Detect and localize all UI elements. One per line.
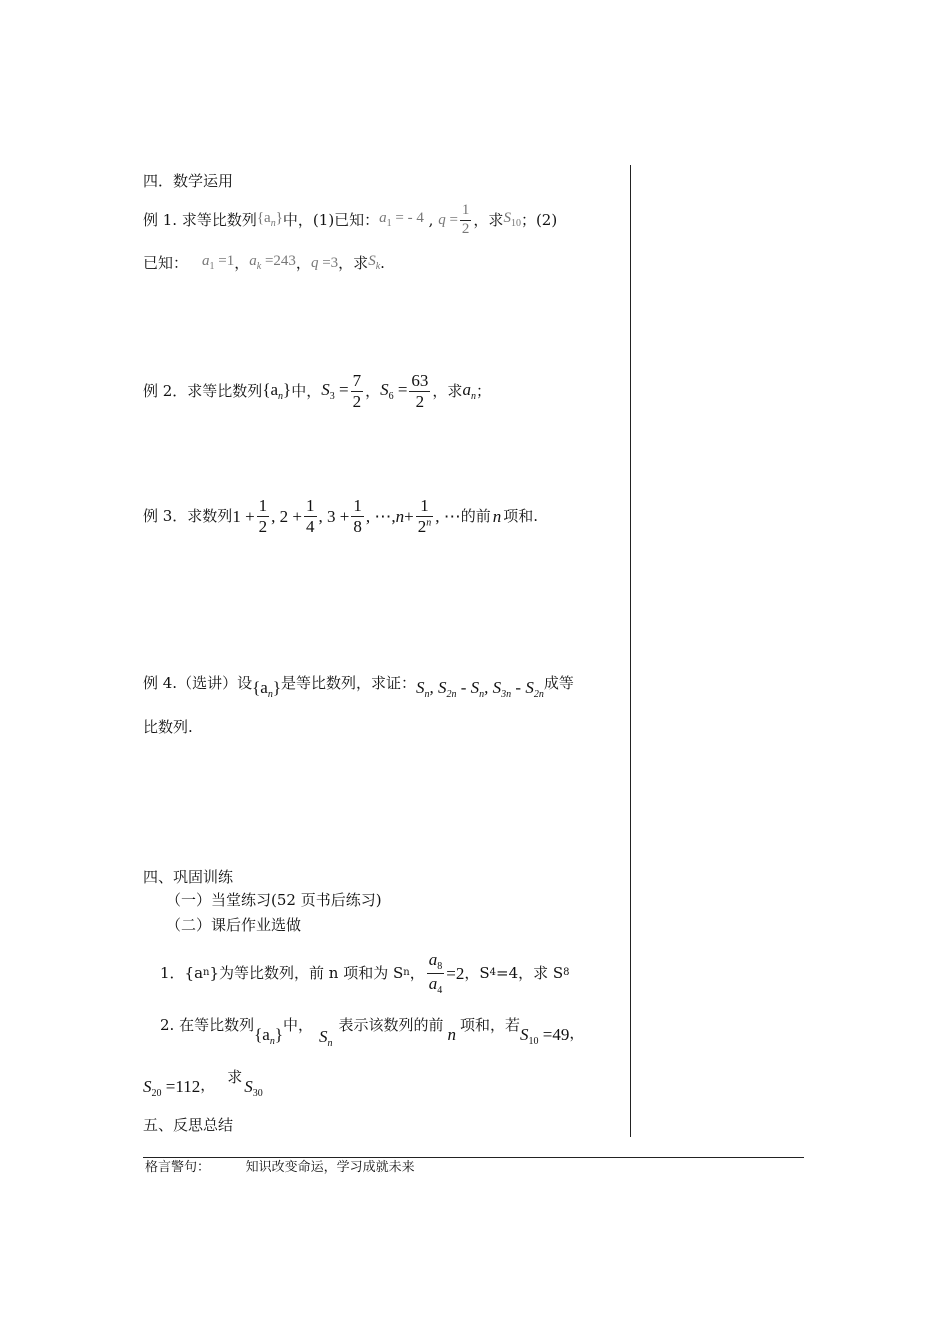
- hw2-Sn: $S_n$: [319, 1027, 333, 1049]
- section-heading-reflect: 五、反思总结: [143, 1116, 234, 1134]
- ex3-fraction-3: $\frac{1}{8}$: [353, 495, 362, 536]
- ex1-text-2: ；(2): [520, 210, 558, 229]
- ex1-a1: $a_1$ = - 4: [379, 210, 424, 229]
- footer-rule: [143, 1157, 804, 1158]
- ex1-text-1: 中，(1)已知：: [282, 210, 380, 229]
- ex4-expression: $S_n$, $S_{2n} - S_n$, $S_{3n} - S_{2n}$: [416, 677, 544, 700]
- hw2-S10: $S_{10} =49$: [520, 1025, 570, 1047]
- ex1-ask-2: 求: [353, 253, 369, 272]
- ex3-fraction-1: $\frac{1}{2}$: [258, 495, 268, 536]
- ex1-Sk: $S_k$: [368, 253, 381, 272]
- ex2-S3: $S_3$ =: [321, 379, 349, 402]
- example-1-line-1: 例 1. 求等比数列 $\{a_n\}$ 中，(1)已知： $a_1$ = - 4 , q = $\frac{1}{2}$ ，求 $S_{10}$ ；(2): [143, 202, 558, 237]
- ex2-lead: 例 2．求等比数列: [143, 381, 263, 400]
- footer-motto: [145, 1161, 415, 1174]
- ex3-fraction-n: $\frac{1}{2^n}$: [417, 495, 432, 536]
- example-2: 例 2．求等比数列 $\{a_n\}$ 中， $S_3$ = $\frac{7}{2}$ ， $S_6$ = $\frac{63}{2}$ ，求 $a_n$ ；: [143, 370, 491, 411]
- ex3-lead: 例 3．求数列: [143, 506, 233, 525]
- example-1-line-2: 已知： $a_1 =1$ ， $a_k =243$ ， q =3 ， 求 $S_k$ .: [143, 253, 385, 272]
- footer-label: 格言警句：: [145, 1160, 211, 1175]
- footer-text: 知识改变命运，学习成就未来: [245, 1160, 415, 1175]
- example-3: 例 3．求数列 1 + $\frac{1}{2}$ , 2 + $\frac{1}{4}$ , 3 + $\frac{1}{8}$ , ⋯, n + $\frac{1}{2^n}$ , ⋯ 的前 n 项和.: [143, 495, 538, 536]
- ex1-seq: $\{a_n\}$: [256, 210, 283, 229]
- ex1-q-fraction: $\frac{1}{2}$: [461, 202, 470, 237]
- ex1-ak: $a_k =243$: [249, 253, 296, 272]
- ex2-seq: $\{a_n\}$: [262, 379, 292, 402]
- hw2-S30: $S_{30}$: [244, 1077, 263, 1099]
- hw2-seq: $\{a_n\}$: [254, 1025, 283, 1047]
- practice-homework: （二）课后作业选做: [166, 916, 302, 934]
- homework-2-line-1: 2. 在等比数列 $\{a_n\}$ 中， $S_n$ 表示该数列的前 n 项和，若 $S_{10} =49$ ，: [160, 1016, 585, 1049]
- ex2-S3-fraction: $\frac{7}{2}$: [352, 370, 362, 411]
- hw1-ratio-fraction: $\frac{a_8}{a_4}$: [428, 950, 443, 996]
- ex1-lead: 例 1. 求等比数列: [143, 210, 257, 229]
- homework-2-line-2: $S_{20} =112$ ， 求 $S_{30}$: [143, 1068, 263, 1099]
- ex1-q: q =: [438, 211, 458, 228]
- ex4-seq: $\{a_n\}$: [252, 677, 281, 700]
- ex3-fraction-2: $\frac{1}{4}$: [306, 495, 315, 536]
- homework-1: 1．{a n }为等比数列，前 n 项和为 S n ， $\frac{a_8}{a_4}$ =2 ，S 4 =4，求 S 8: [160, 950, 570, 996]
- section-heading-consolidate: 四、巩固训练: [143, 868, 234, 886]
- hw2-S20: $S_{20} =112$: [143, 1077, 201, 1099]
- ex1-b1: $a_1 =1$: [202, 253, 235, 272]
- ex1-q2: q =3: [310, 254, 339, 271]
- right-margin-rule: [630, 165, 631, 1137]
- ex1-line2-lead: 已知：: [143, 253, 189, 272]
- ex2-S6: $S_6$ =: [380, 379, 408, 402]
- ex2-an: $a_n$: [462, 379, 476, 402]
- ex1-ask: ，求: [473, 210, 504, 229]
- ex2-S6-fraction: $\frac{63}{2}$: [411, 370, 429, 411]
- example-4-line-2: 比数列.: [143, 718, 193, 736]
- example-4-line-1: 例 4.（选讲）设 $\{a_n\}$ 是等比数列，求证： $S_n$, $S_{2n} - S_n$, $S_{3n} - S_{2n}$ 成等: [143, 673, 574, 700]
- ex4-lead: 例 4.（选讲）设: [143, 673, 253, 692]
- ex1-S10: $S_{10}$: [503, 210, 521, 229]
- practice-in-class: （一）当堂练习(52 页书后练习): [166, 891, 382, 909]
- section-heading-apply: 四．数学运用: [143, 172, 234, 190]
